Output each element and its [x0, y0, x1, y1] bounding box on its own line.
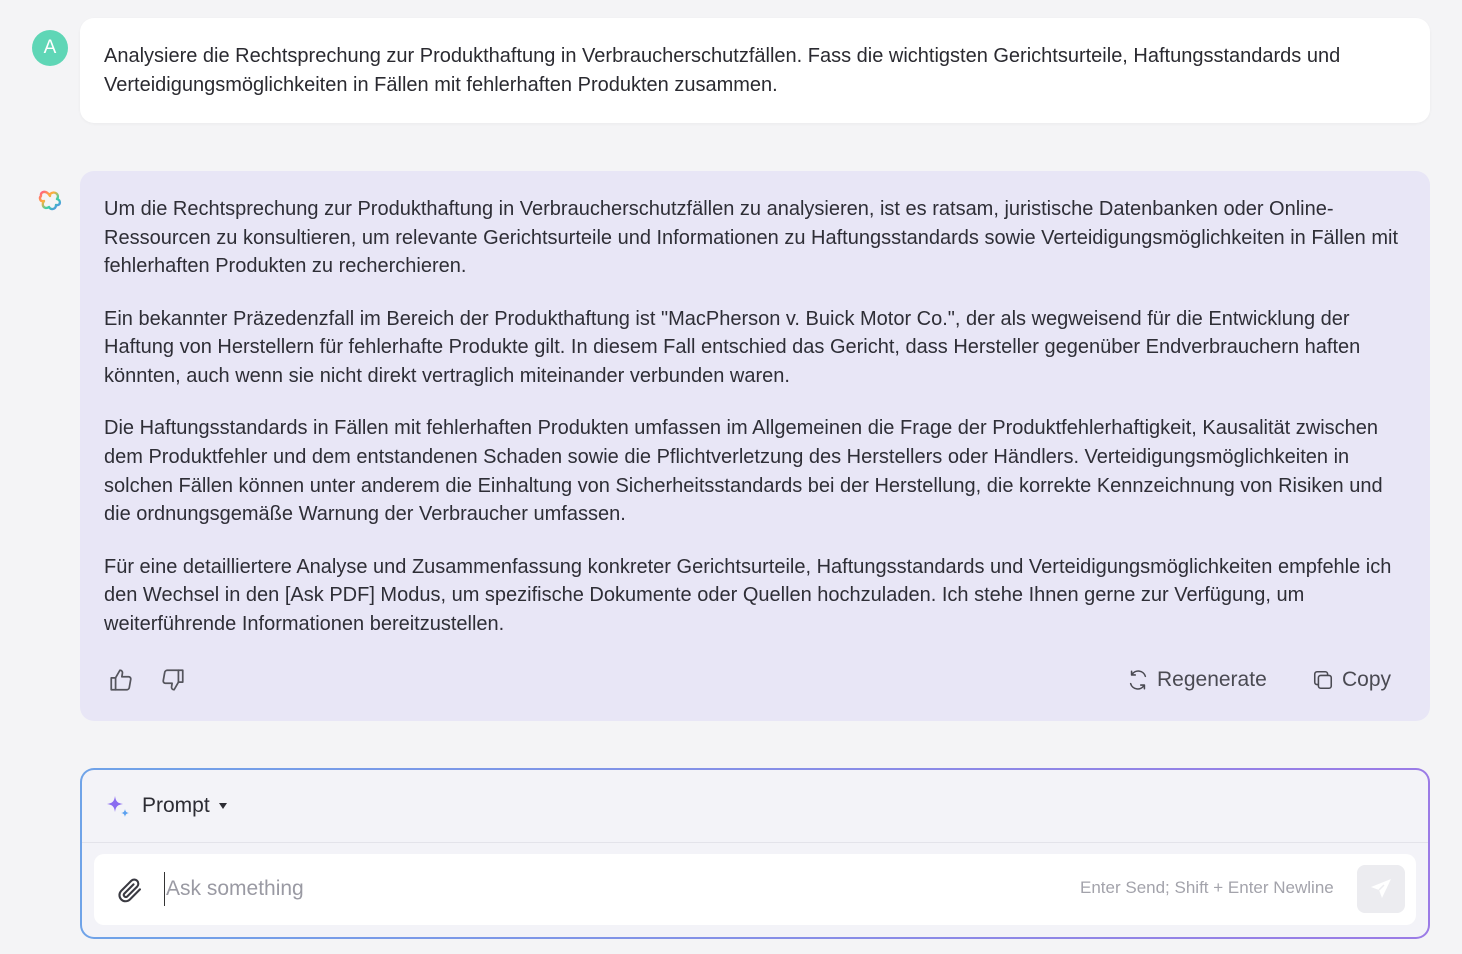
sparkle-icon [105, 794, 131, 820]
send-button[interactable] [1357, 865, 1405, 913]
assistant-message-bubble [80, 171, 1430, 721]
assistant-paragraph: Die Haftungsstandards in Fällen mit fehlerhaften Produkten umfassen im Allgemeinen die Frage der Produktfehlerhaftigkeit, Kausalität zwischen dem Produktfehler und dem entstandenen Schaden sowie die Pflichtverletzung des Herstellers oder Händlers. Verteidigungsmöglichkeiten in solchen Fällen können unter anderem die Einhaltung von Sicherheitsstandards bei der Herstellung, die korrekte Kennzeichnung von Risiken und die ordnungsgemäße Warnung der Verbraucher umfassen. [104, 417, 1383, 526]
clover-logo-icon [37, 187, 63, 213]
thumbs-down-icon[interactable] [160, 667, 186, 693]
prompt-mode-row [82, 770, 1428, 843]
user-message-text: Analysiere die Rechtsprechung zur Produkthaftung in Verbraucherschutzfällen. Fass die wichtigsten Gerichtsurteile, Haftungsstandards und Verteidigungsmöglichkeiten in Fällen mit fehlerhaften Produkten zusammen. [104, 45, 1341, 96]
composer-inner [82, 770, 1428, 937]
thumbs-up-icon[interactable] [108, 667, 134, 693]
copy-label: Copy [1342, 668, 1392, 691]
user-message-bubble [80, 18, 1430, 123]
prompt-mode-dropdown[interactable]: Prompt [142, 794, 210, 817]
assistant-paragraph: Ein bekannter Präzedenzfall im Bereich der Produkthaftung ist "MacPherson v. Buick Motor Co.", der als wegweisend für die Entwicklung der Haftung von Herstellern für fehlerhafte Produkte gilt. In diesem Fall entschied das Gericht, dass Hersteller gegenüber Endverbrauchern haften könnten, auch wenn sie nicht direkt vertraglich miteinander verbunden waren. [104, 307, 1361, 388]
assistant-paragraph: Für eine detailliertere Analyse und Zusammenfassung konkreter Gerichtsurteile, Haftungsstandards und Verteidigungsmöglichkeiten empfehle ich den Wechsel in den [Ask PDF] Modus, um spezifische Dokumente oder Quellen hochzuladen. Ich stehe Ihnen gerne zur Verfügung, um weiterführende Informationen bereitzustellen. [104, 555, 1392, 635]
send-icon [1369, 877, 1393, 901]
caret-down-icon[interactable] [219, 803, 227, 809]
message-actions [80, 663, 1430, 697]
message-input-box [94, 854, 1416, 925]
paperclip-icon[interactable] [116, 876, 144, 904]
regenerate-button[interactable] [1127, 663, 1267, 697]
assistant-paragraph: Um die Rechtsprechung zur Produkthaftung in Verbraucherschutzfällen zu analysieren, ist es ratsam, juristische Datenbanken oder Online-Ressourcen zu konsultieren, um relevante Gerichtsurteile und Informationen zu Haftungsstandards sowie Verteidigungsmöglichkeiten in Fällen mit fehlerhaften Produkten zu recherchieren. [104, 198, 1399, 278]
regenerate-label: Regenerate [1157, 668, 1267, 691]
ask-input[interactable] [164, 872, 864, 906]
keyboard-hint: Enter Send; Shift + Enter Newline [1080, 878, 1334, 897]
user-avatar: A [32, 30, 68, 66]
copy-button[interactable] [1312, 663, 1391, 697]
refresh-icon [1127, 669, 1149, 691]
copy-icon [1312, 669, 1334, 691]
composer [80, 768, 1430, 939]
